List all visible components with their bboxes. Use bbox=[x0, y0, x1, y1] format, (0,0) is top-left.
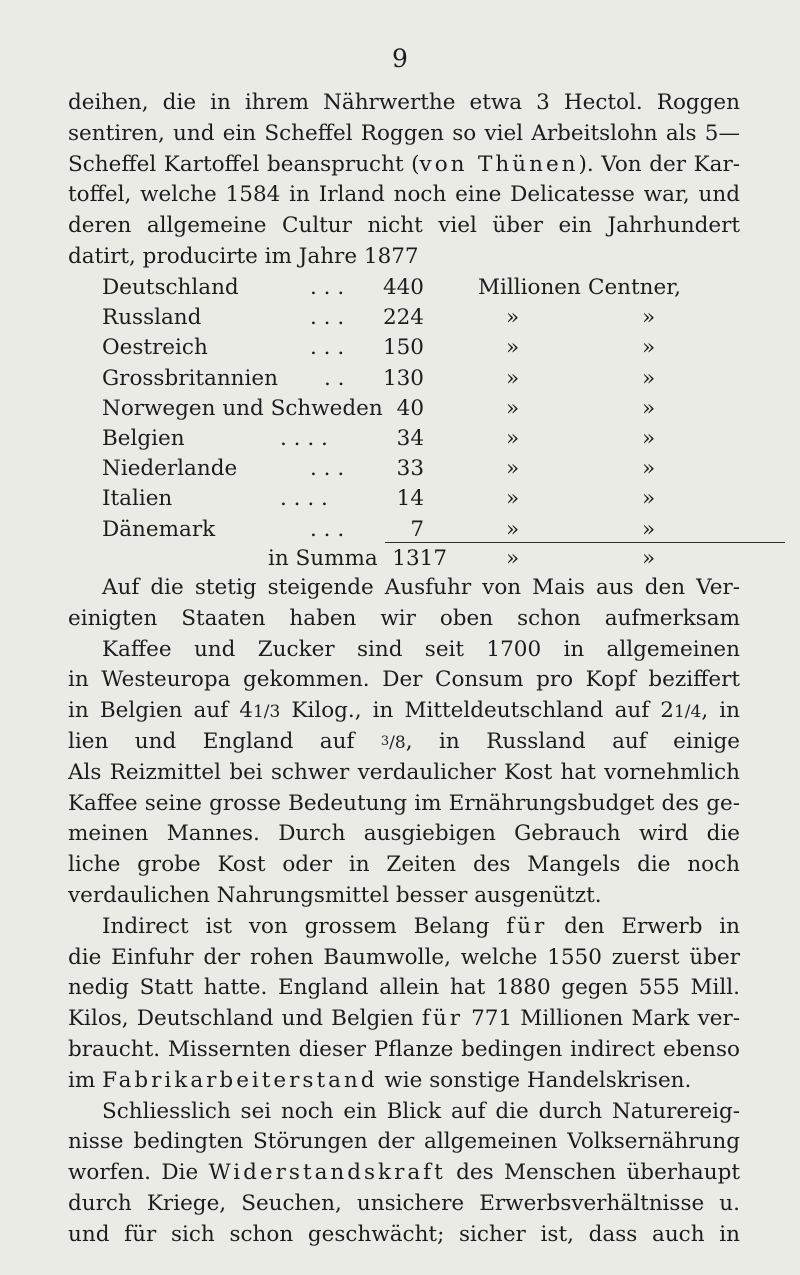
production-value: 130 bbox=[382, 365, 424, 391]
text-line: Kaffee seine grosse Bedeutung im Ernährungsbudget des ge- bbox=[68, 790, 740, 816]
text-segment: Kilog., in Mitteldeutschland auf 2 bbox=[280, 698, 674, 724]
leader-dots: . . . bbox=[310, 305, 345, 331]
text-line bbox=[68, 1158, 740, 1189]
ditto-mark: » bbox=[506, 546, 520, 571]
text-line: Auf die stetig steigende Ausfuhr von Mais aus den Ver- bbox=[102, 575, 740, 600]
country-name: Grossbritannien bbox=[102, 365, 278, 391]
text-line bbox=[68, 1066, 740, 1097]
country-name: Russland bbox=[102, 305, 202, 331]
leader-dots: . . . bbox=[310, 335, 345, 361]
text-line: deihen, die in ihrem Nährwerthe etwa 3 Hectol. Roggen bbox=[68, 90, 740, 115]
country-name: Oestreich bbox=[102, 335, 208, 361]
ditto-mark: » bbox=[506, 486, 520, 512]
spaced-name: von Thünen bbox=[419, 151, 579, 177]
ditto-mark: » bbox=[506, 516, 520, 542]
text-line bbox=[68, 727, 740, 758]
text-segment: des Menschen überhaupt bbox=[456, 1160, 740, 1186]
spaced-word: Fabrikarbeiterstand bbox=[102, 1067, 378, 1093]
spaced-word: Widerstandskraft bbox=[208, 1160, 446, 1186]
production-value: 33 bbox=[396, 456, 424, 482]
leader-dots: . . . . bbox=[280, 426, 328, 451]
ditto-mark: » bbox=[506, 335, 520, 361]
table-row bbox=[102, 303, 762, 333]
text-line bbox=[68, 150, 740, 181]
intro-paragraph bbox=[68, 88, 740, 273]
table-row bbox=[102, 333, 762, 363]
text-segment: , in bbox=[701, 698, 740, 724]
ditto-mark: » bbox=[642, 456, 656, 482]
text-segment: Scheffel Kartoffel beansprucht ( bbox=[68, 151, 420, 177]
ditto-mark: » bbox=[506, 456, 520, 482]
production-value: 150 bbox=[382, 335, 424, 361]
ditto-mark: » bbox=[642, 335, 656, 361]
leader-dots: . . . bbox=[310, 275, 345, 300]
text-line: nisse bedingten Störungen der allgemeinen Volksernährung bbox=[68, 1129, 740, 1155]
unit-label: Centner, bbox=[588, 275, 681, 300]
text-line: braucht. Missernten dieser Pflanze bedingen indirect ebenso bbox=[68, 1036, 740, 1062]
text-line: durch Kriege, Seuchen, unsichere Erwerbsverhältnisse u. bbox=[68, 1190, 740, 1216]
text-segment: , in Russland auf einige bbox=[405, 728, 740, 754]
text-line: Kaffee und Zucker sind seit 1700 in allgemeinen bbox=[102, 636, 740, 662]
sum-rule bbox=[385, 542, 785, 543]
production-value: 14 bbox=[396, 486, 424, 512]
table-row bbox=[102, 394, 762, 424]
table-row bbox=[102, 364, 762, 394]
text-line bbox=[68, 1004, 740, 1035]
ditto-mark: » bbox=[642, 395, 656, 421]
text-line bbox=[68, 912, 740, 943]
text-segment: lien und England auf bbox=[68, 728, 381, 754]
leader-dots: . . . bbox=[310, 516, 345, 542]
text-line: Schliesslich sei noch ein Blick auf die durch Naturereig- bbox=[102, 1098, 740, 1124]
country-name: Belgien bbox=[102, 426, 185, 451]
text-line: Als Reizmittel bei schwer verdaulicher Kost hat vornehmlich bbox=[68, 759, 740, 785]
text-segment: Indirect ist von grossem Belang bbox=[102, 913, 507, 939]
total-value: 1317 bbox=[392, 546, 447, 571]
leader-dots: . . . . bbox=[280, 486, 328, 512]
ditto-mark: » bbox=[506, 365, 520, 391]
text-line: nedig Statt hatte. England allein hat 1880 gegen 555 Mill. bbox=[68, 975, 740, 1001]
page-number: 9 bbox=[392, 44, 408, 73]
ditto-mark: » bbox=[642, 305, 656, 331]
ditto-mark: » bbox=[642, 546, 656, 571]
leader-dots: . . bbox=[324, 365, 345, 391]
fraction: 1/4 bbox=[673, 702, 702, 723]
production-value: 34 bbox=[396, 426, 424, 451]
text-segment: in Belgien auf 4 bbox=[68, 698, 253, 724]
text-line: und für sich schon geschwächt; sicher ist, dass auch in bbox=[68, 1221, 740, 1247]
unit-label: Millionen bbox=[478, 275, 581, 300]
table-row bbox=[102, 515, 762, 545]
total-row bbox=[102, 544, 762, 574]
text-segment: den Erwerb in bbox=[564, 913, 740, 939]
text-line: deren allgemeine Cultur nicht viel über ein Jahrhundert bbox=[68, 213, 740, 239]
ditto-mark: » bbox=[506, 395, 520, 421]
country-name: Italien bbox=[102, 486, 173, 512]
total-label: in Summa bbox=[268, 546, 378, 571]
production-value: 40 bbox=[396, 395, 424, 421]
text-line: die Einfuhr der rohen Baumwolle, welche 1550 zuerst über bbox=[68, 944, 740, 970]
text-segment: worfen. Die bbox=[68, 1160, 209, 1186]
text-line: verdaulichen Nahrungsmittel besser ausgenützt. bbox=[68, 882, 602, 908]
table-row bbox=[102, 484, 762, 514]
text-line bbox=[68, 696, 740, 727]
fraction: 1/3 bbox=[252, 702, 281, 723]
text-line: datirt, producirte im Jahre 1877 bbox=[68, 243, 419, 269]
text-segment: ). Von der Kar- bbox=[578, 151, 740, 177]
text-segment: wie sonstige Handelskrisen. bbox=[377, 1067, 692, 1093]
country-name: Deutschland bbox=[102, 275, 239, 300]
ditto-mark: » bbox=[642, 516, 656, 542]
text-line: liche grobe Kost oder in Zeiten des Mangels die noch bbox=[68, 852, 740, 878]
country-name: Dänemark bbox=[102, 516, 216, 542]
body-paragraphs bbox=[68, 573, 740, 1251]
text-line: in Westeuropa gekommen. Der Consum pro Kopf beziffert bbox=[68, 667, 740, 693]
ditto-mark: » bbox=[506, 305, 520, 331]
production-value: 224 bbox=[382, 305, 424, 331]
country-name: Niederlande bbox=[102, 456, 238, 482]
fraction-denominator: /8 bbox=[389, 732, 406, 753]
table-row bbox=[102, 273, 762, 303]
text-line: sentiren, und ein Scheffel Roggen so viel Arbeitslohn als 5— bbox=[68, 120, 740, 146]
text-segment: 771 Millionen Mark ver- bbox=[463, 1006, 740, 1032]
text-line: einigten Staaten haben wir oben schon aufmerksam bbox=[68, 605, 740, 631]
spaced-word: für bbox=[506, 913, 548, 939]
spaced-word: für bbox=[421, 1006, 463, 1032]
production-value: 7 bbox=[410, 516, 424, 542]
ditto-mark: » bbox=[642, 365, 656, 391]
text-line: meinen Mannes. Durch ausgiebigen Gebrauch wird die bbox=[68, 821, 740, 847]
text-line: toffel, welche 1584 in Irland noch eine Delicatesse war, und bbox=[68, 182, 740, 208]
table-row bbox=[102, 424, 762, 454]
leader-dots: . . . bbox=[310, 456, 345, 482]
ditto-mark: » bbox=[642, 486, 656, 512]
text-segment: Kilos, Deutschland und Belgien bbox=[68, 1006, 422, 1032]
text-segment: im bbox=[68, 1067, 103, 1093]
ditto-mark: » bbox=[642, 426, 656, 451]
fraction-numerator: 3 bbox=[380, 733, 390, 749]
country-name: Norwegen und Schweden bbox=[102, 395, 383, 421]
production-value: 440 bbox=[382, 275, 424, 300]
ditto-mark: » bbox=[506, 426, 520, 451]
table-row bbox=[102, 454, 762, 484]
